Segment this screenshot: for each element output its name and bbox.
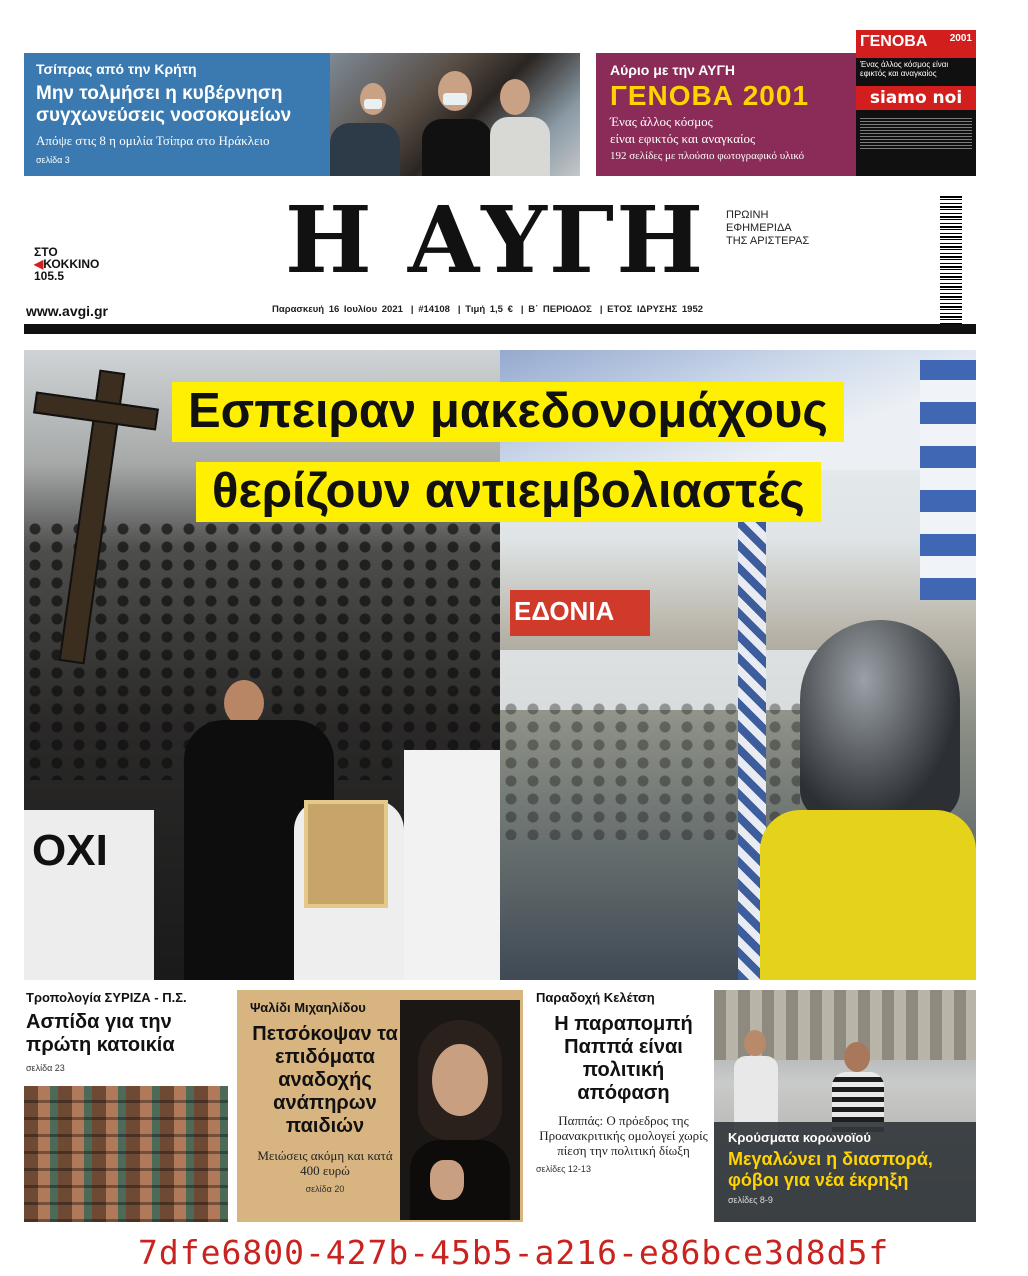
book-text-lines	[860, 116, 972, 150]
photo-protest-helmet	[500, 350, 976, 980]
issue-date: Παρασκευή 16 Ιουλίου 2021	[272, 304, 403, 315]
banner-headline: ΓΕΝΟΒΑ 2001	[610, 80, 810, 111]
subtitle-line: ΕΦΗΜΕΡΙΔΑ	[726, 222, 792, 234]
issue-founded: ΕΤΟΣ ΙΔΡΥΣΗΣ 1952	[607, 304, 704, 315]
radio-arrow-icon: ◀	[34, 257, 44, 271]
newspaper-subtitle	[726, 209, 809, 248]
story-subline: Παππάς: Ο πρόεδρος της Προανακριτικής ομολογεί χωρίς πίεση την πολιτική δίωξη	[539, 1113, 708, 1158]
subtitle-line: ΤΗΣ ΑΡΙΣΤΕΡΑΣ	[726, 235, 810, 247]
book-title	[856, 30, 976, 58]
story-kicker: Τροπολογία ΣΥΡΙΖΑ - Π.Σ.	[26, 990, 187, 1005]
banner-kicker: Τσίπρας από την Κρήτη	[36, 61, 197, 77]
story-text	[250, 1000, 400, 1194]
banner-note: 192 σελίδες με πλούσιο φωτογραφικό υλικό	[610, 150, 805, 162]
radio-name: ΚΟΚΚΙΝΟ	[43, 257, 100, 271]
banner-subline: Ένας άλλος κόσμος	[610, 114, 713, 129]
photo-protest-priest	[24, 350, 500, 980]
main-headline-line2: θερίζουν αντιεμβολιαστές	[196, 462, 821, 522]
page-ref: σελίδα 23	[26, 1063, 65, 1073]
story-subline: Μειώσεις ακόμη και κατά 400 ευρώ	[257, 1148, 393, 1178]
radio-logo[interactable]	[34, 246, 124, 282]
page-ref: σελίδες 12-13	[536, 1164, 591, 1174]
book-cover	[856, 30, 976, 176]
story-headline: Ασπίδα για την πρώτη κατοικία	[26, 1011, 175, 1056]
sign-text: ΟΧΙ	[32, 826, 108, 875]
story-housing[interactable]	[26, 990, 236, 1073]
banner-photo-crowd	[330, 53, 580, 176]
photo-apartment-building	[24, 1086, 228, 1222]
story-kicker: Κρούσματα κορωνοϊού	[728, 1130, 871, 1145]
site-link[interactable]: www.avgi.gr	[26, 303, 108, 319]
sign-text: ΕΔΟΝΙΑ	[514, 596, 615, 626]
issue-price: Τιμή 1,5 €	[465, 304, 513, 315]
footer-code: 7dfe6800-427b-45b5-a216-e86bce3d8d5f	[138, 1233, 890, 1272]
story-headline: Μεγαλώνει η διασπορά, φόβοι για νέα έκρηξη	[728, 1149, 933, 1190]
story-kicker: Ψαλίδι Μιχαηλίδου	[250, 1000, 366, 1015]
book-tagline: Ένας άλλος κόσμος είναι εφικτός και αναγκαίος	[860, 60, 949, 78]
issue-meta: Παρασκευή 16 Ιουλίου 2021 | #14108 | Τιμή 1,5 € | Β΄ ΠΕΡΙΟΔΟΣ | ΕΤΟΣ ΙΔΡΥΣΗΣ 1952	[272, 304, 704, 315]
book-big-text: siamo noi	[856, 86, 976, 110]
banner-tsipras[interactable]	[24, 53, 330, 176]
page-ref: σελίδα 20	[305, 1184, 345, 1194]
issue-number: #14108	[418, 304, 450, 315]
subtitle-line: ΠΡΩΙΝΗ	[726, 209, 769, 221]
photo-minister-portrait	[400, 1000, 520, 1220]
story-kicker: Παραδοχή Κελέτση	[536, 990, 655, 1005]
page-ref: σελίδες 8-9	[728, 1195, 773, 1205]
banner-headline: Μην τολμήσει η κυβέρνηση συγχωνεύσεις νοσοκομείων	[36, 83, 292, 126]
banner-kicker: Αύριο με την ΑΥΓΗ	[610, 62, 736, 78]
issue-period: Β΄ ΠΕΡΙΟΔΟΣ	[528, 304, 592, 315]
main-headline-line1: Εσπειραν μακεδονομάχους	[172, 382, 844, 442]
story-covid[interactable]	[714, 1122, 976, 1222]
story-headline: Η παραπομπή Παππά είναι πολιτική απόφαση	[554, 1013, 693, 1104]
banner-subline: Απόψε στις 8 η ομιλία Τσίπρα στο Ηράκλειο	[36, 133, 270, 148]
masthead-rule	[24, 324, 976, 334]
page-ref: σελίδα 3	[36, 155, 70, 165]
book-title-text: ΓΕΝΟΒΑ	[860, 33, 928, 50]
radio-line: ΣΤΟ	[34, 245, 58, 259]
story-pappas[interactable]	[536, 990, 711, 1174]
story-headline: Πετσόκοψαν τα επιδόματα αναδοχής ανάπηρων παιδιών	[252, 1023, 398, 1137]
radio-line: 105.5	[34, 269, 65, 283]
book-year: 2001	[949, 33, 972, 44]
newspaper-title: Η ΑΥΓΗ	[284, 186, 706, 294]
barcode	[940, 196, 962, 326]
banner-subline: είναι εφικτός και αναγκαίος	[610, 131, 756, 146]
